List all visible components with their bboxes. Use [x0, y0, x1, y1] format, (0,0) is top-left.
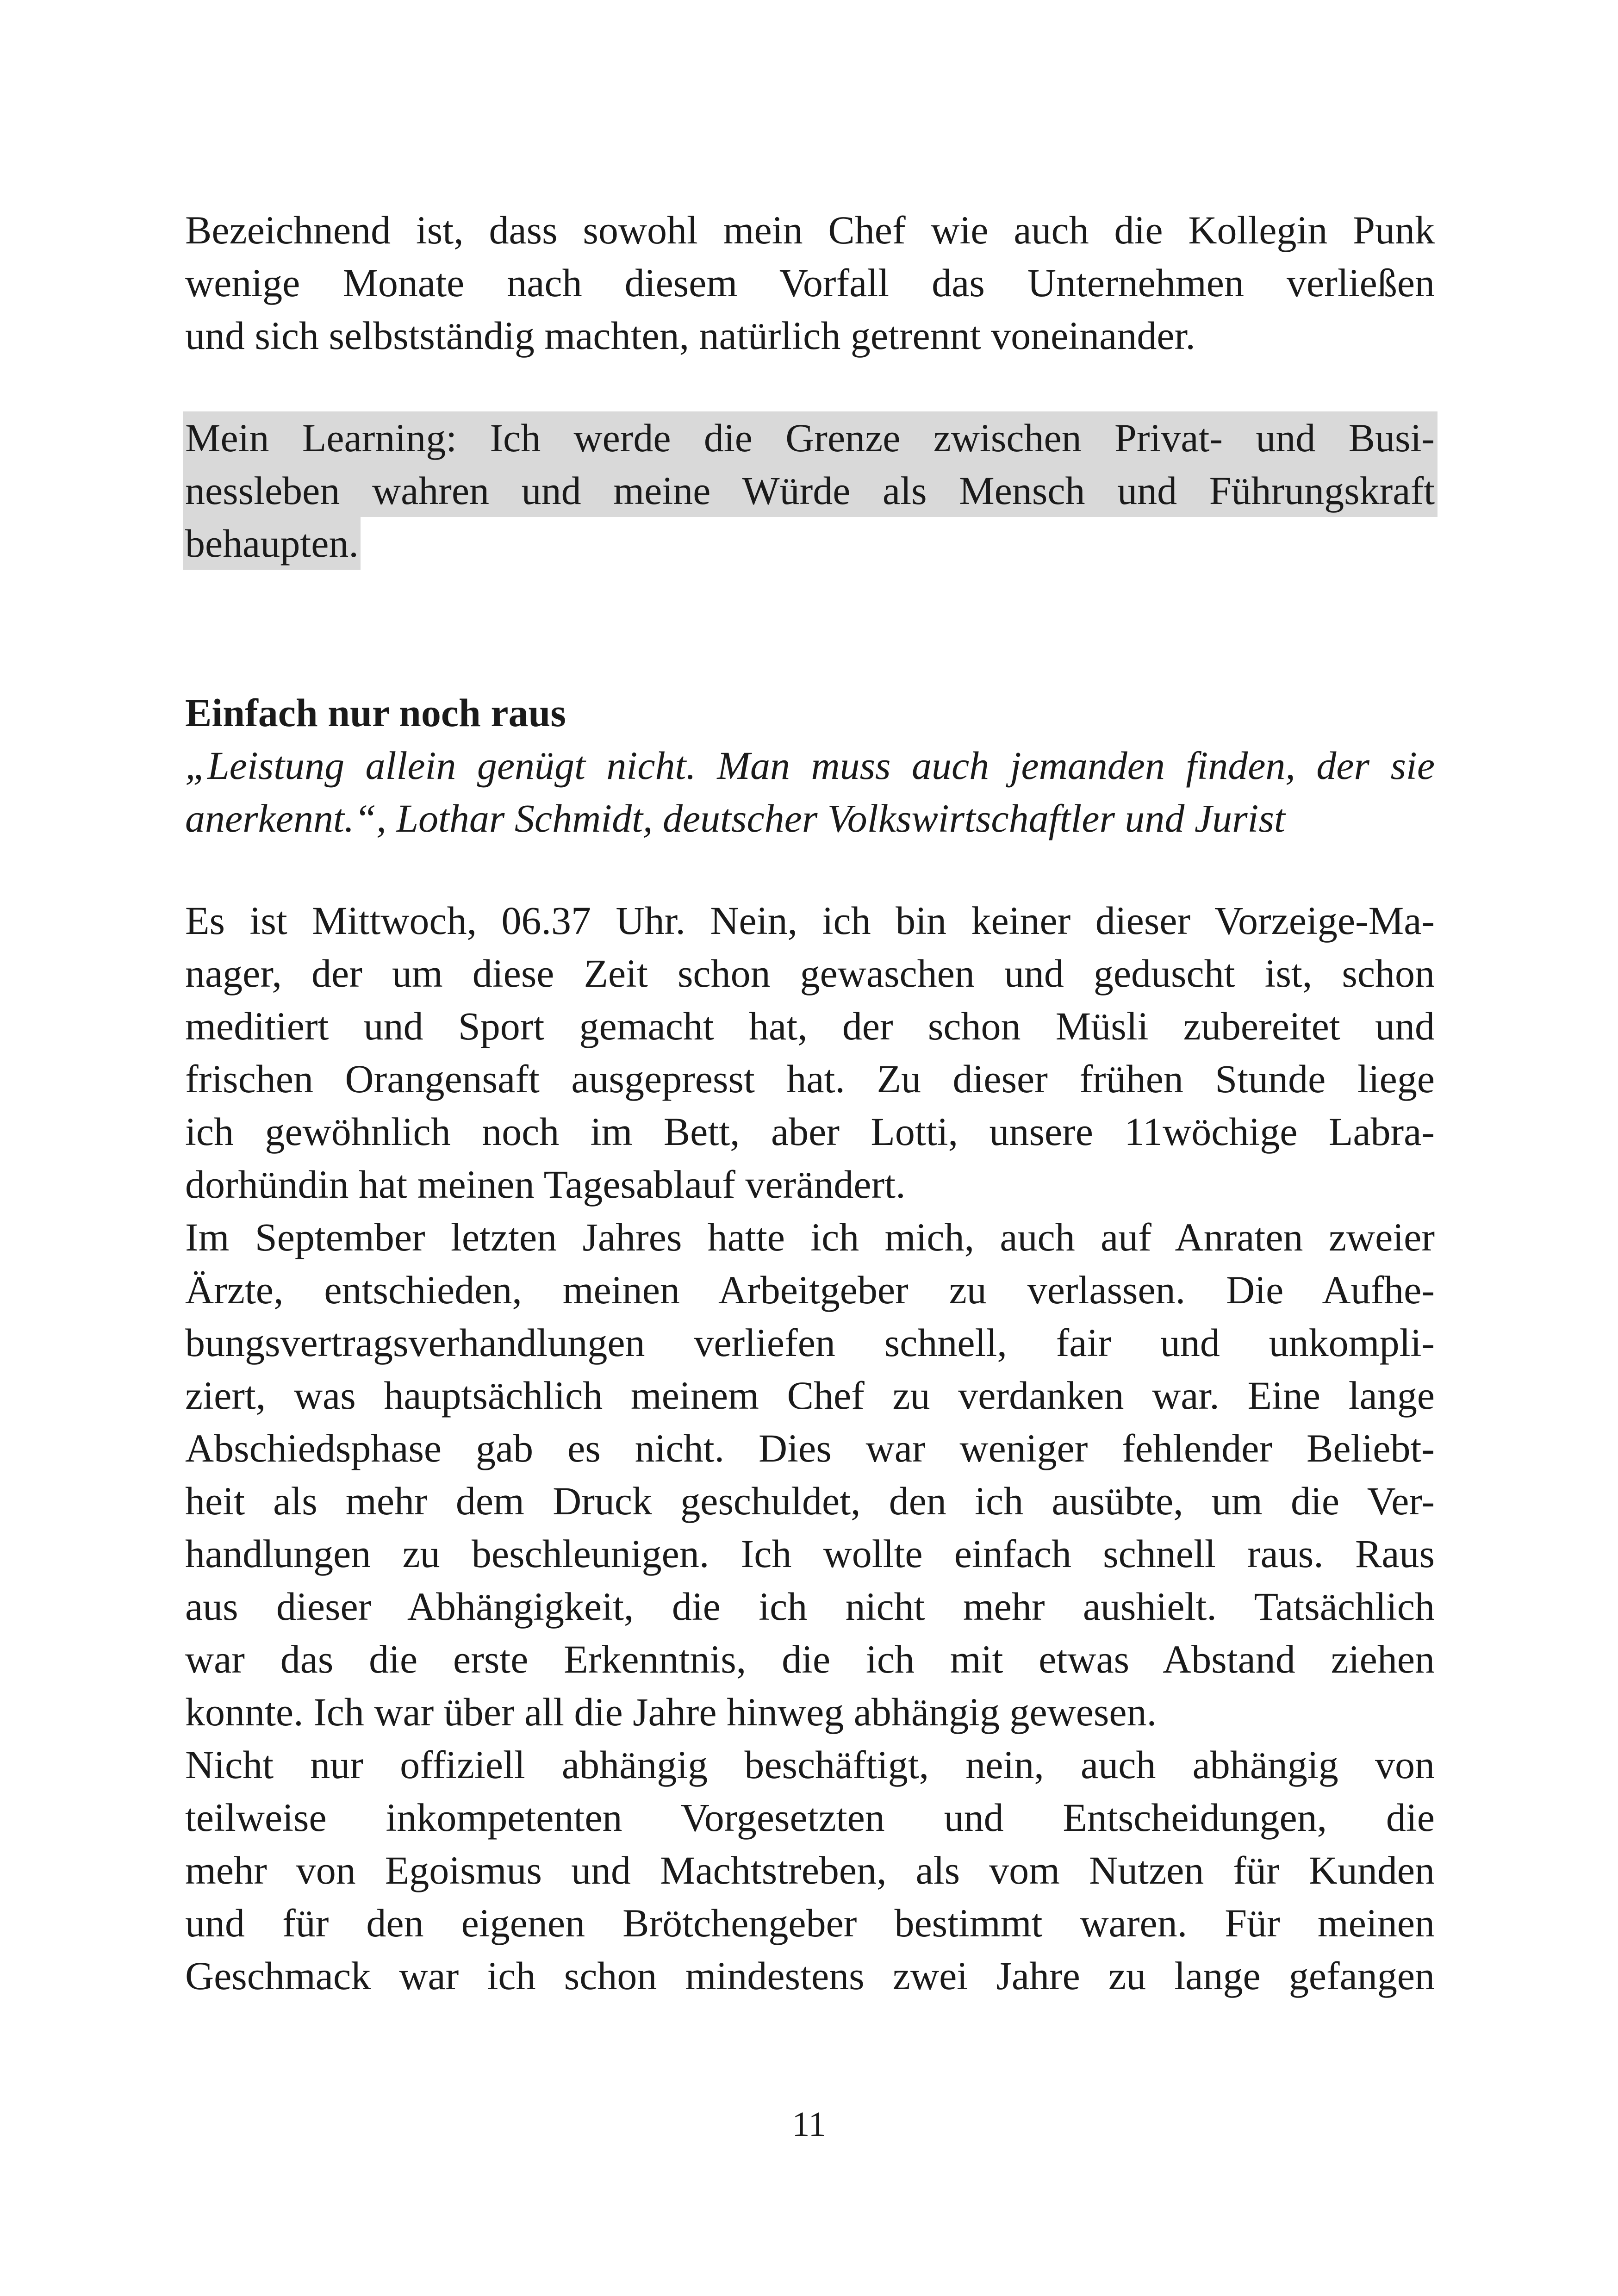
text-line: handlungen zu beschleunigen. Ich wollte einfach schnell raus. Raus — [185, 1531, 1435, 1576]
text-line: Abschiedsphase gab es nicht. Dies war weniger fehlender Beliebt- — [185, 1426, 1435, 1470]
page-number: 11 — [792, 2105, 826, 2144]
learning-highlight — [183, 411, 1435, 570]
highlighted-line: Mein Learning: Ich werde die Grenze zwischen Privat- und Busi- — [183, 411, 1438, 464]
text-line: Im September letzten Jahres hatte ich mich, auch auf Anraten zweier — [185, 1215, 1435, 1259]
body-text — [185, 894, 1435, 2002]
text-line: war das die erste Erkenntnis, die ich mit etwas Abstand ziehen — [185, 1637, 1435, 1681]
text-line: und sich selbstständig machten, natürlich getrennt voneinander. — [185, 313, 1195, 358]
highlighted-line: nessleben wahren und meine Würde als Mensch und Führungskraft — [183, 464, 1438, 517]
paragraph — [185, 204, 1435, 362]
text-line: nager, der um diese Zeit schon gewaschen und geduscht ist, schon — [185, 951, 1435, 996]
section-heading: Einfach nur noch raus — [185, 691, 566, 735]
text-line: und für den eigenen Brötchengeber bestimmt waren. Für meinen — [185, 1901, 1435, 1945]
text-line: dorhündin hat meinen Tagesablauf verändert. — [185, 1162, 906, 1207]
text-line: heit als mehr dem Druck geschuldet, den ich ausübte, um die Ver- — [185, 1479, 1435, 1523]
text-line: aus dieser Abhängigkeit, die ich nicht mehr aushielt. Tatsächlich — [185, 1584, 1435, 1629]
text-line: bungsvertragsverhandlungen verliefen schnell, fair und unkompli- — [185, 1320, 1435, 1365]
text-line: Ärzte, entschieden, meinen Arbeitgeber zu verlassen. Die Aufhe- — [185, 1268, 1435, 1312]
text-line: Es ist Mittwoch, 06.37 Uhr. Nein, ich bin keiner dieser Vorzeige-Ma- — [185, 898, 1435, 943]
text-line: ich gewöhnlich noch im Bett, aber Lotti, unsere 11wöchige Labra- — [185, 1109, 1435, 1154]
text-line: konnte. Ich war über all die Jahre hinweg abhängig gewesen. — [185, 1690, 1157, 1734]
text-line: Geschmack war ich schon mindestens zwei Jahre zu lange gefangen — [185, 1954, 1435, 1998]
text-line: mehr von Egoismus und Machtstreben, als vom Nutzen für Kunden — [185, 1848, 1435, 1892]
text-line: meditiert und Sport gemacht hat, der schon Müsli zubereitet und — [185, 1004, 1435, 1048]
section-header — [185, 686, 1435, 845]
text-line: Nicht nur offiziell abhängig beschäftigt, nein, auch abhängig von — [185, 1742, 1435, 1787]
epigraph-line: anerkennt.“, Lothar Schmidt, deutscher Volkswirtschaftler und Jurist — [185, 796, 1285, 840]
epigraph-line: „Leistung allein genügt nicht. Man muss auch jemanden finden, der sie — [185, 743, 1435, 788]
highlighted-line: behaupten. — [183, 517, 361, 570]
page-content — [185, 204, 1435, 2002]
text-line: frischen Orangensaft ausgepresst hat. Zu dieser frühen Stunde liege — [185, 1057, 1435, 1101]
text-line: ziert, was hauptsächlich meinem Chef zu verdanken war. Eine lange — [185, 1373, 1435, 1418]
text-line: teilweise inkompetenten Vorgesetzten und Entscheidungen, die — [185, 1795, 1435, 1840]
text-line: wenige Monate nach diesem Vorfall das Unternehmen verließen — [185, 261, 1435, 305]
text-line: Bezeichnend ist, dass sowohl mein Chef wie auch die Kollegin Punk — [185, 208, 1435, 252]
